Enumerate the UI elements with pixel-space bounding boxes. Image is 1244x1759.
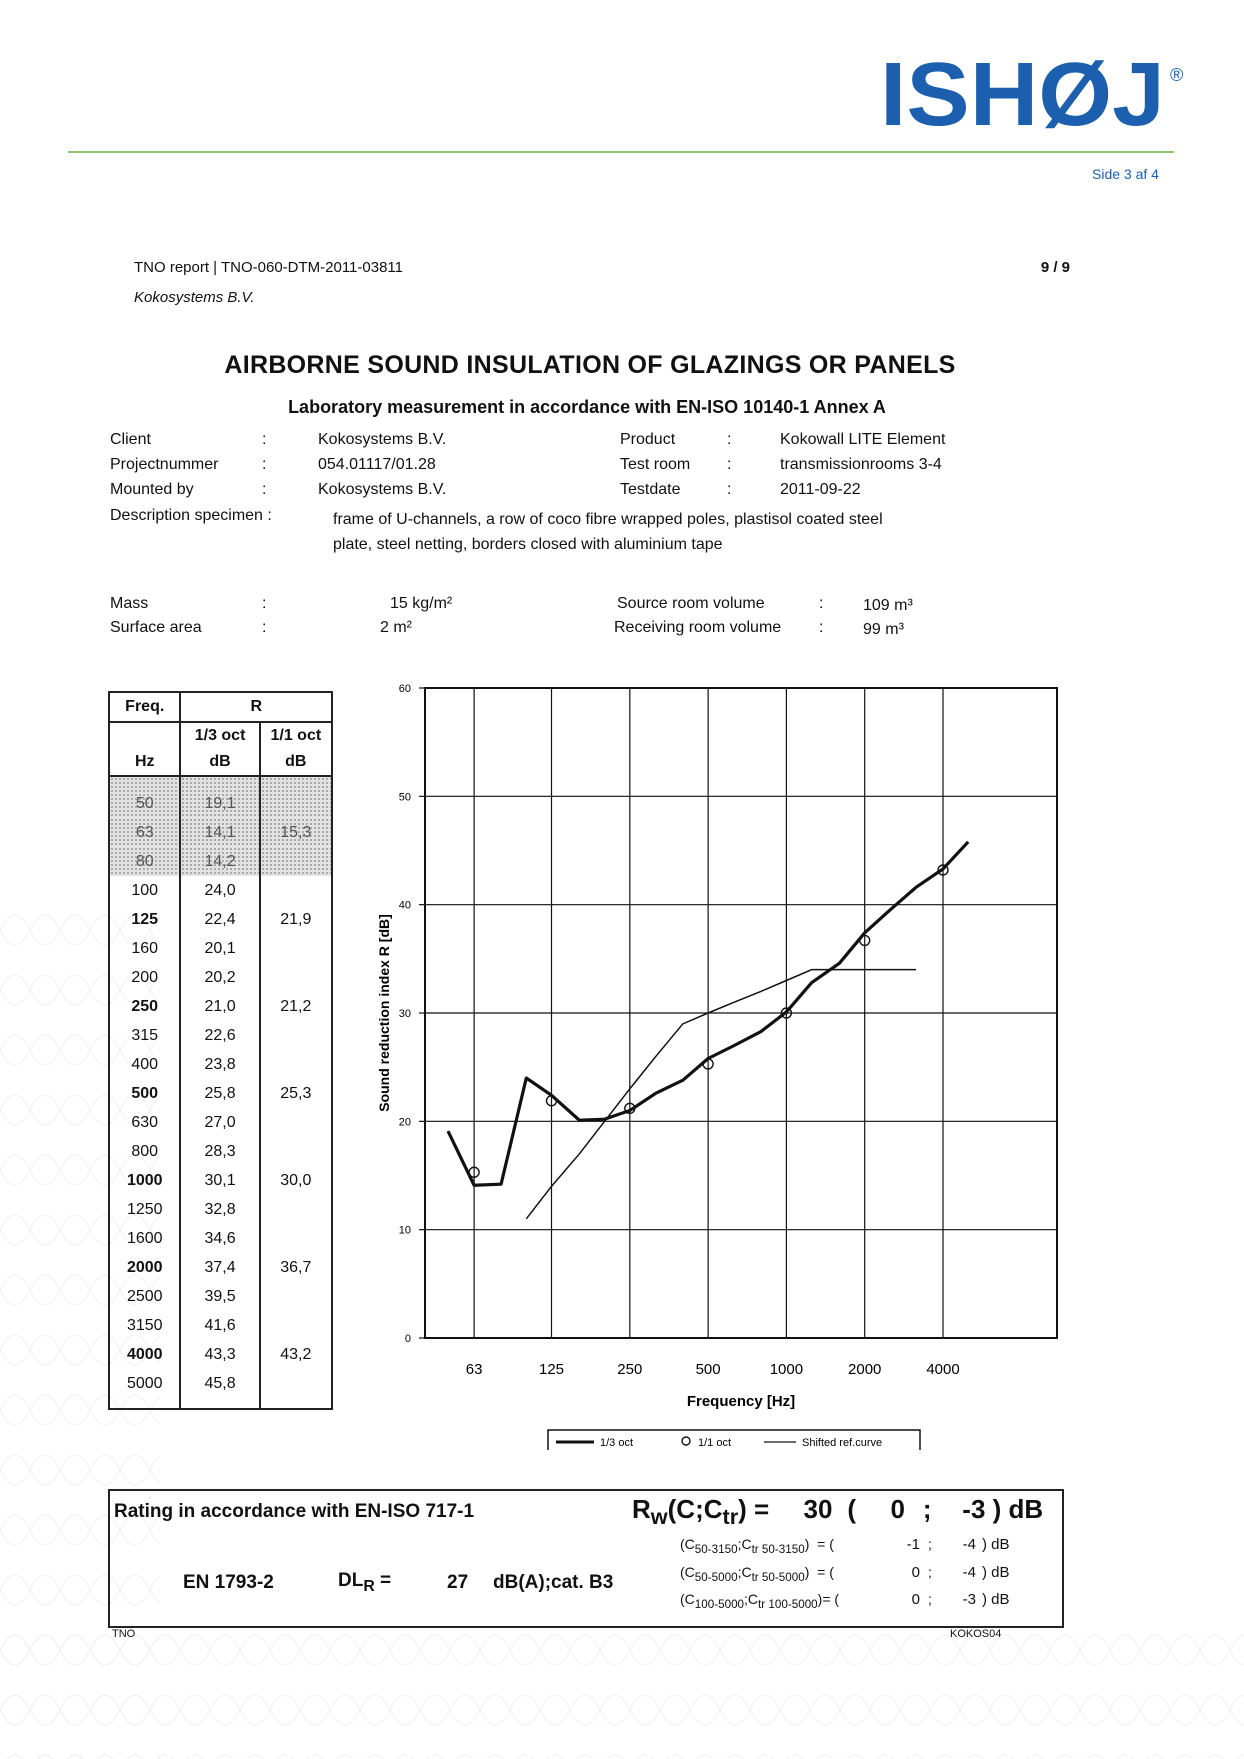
dl-unit-text: dB(A);cat. B3 <box>493 1572 614 1593</box>
testroom-value: transmissionrooms 3-4 <box>780 456 942 473</box>
x-tick-label: 250 <box>617 1361 643 1378</box>
y-tick-label: 0 <box>404 1333 411 1345</box>
colon: : <box>819 619 824 636</box>
oct3-cell: 22,6 <box>180 1021 259 1050</box>
table-row <box>109 905 332 934</box>
freq-cell: 1000 <box>109 1166 180 1195</box>
rating-sub-row <box>680 1536 1010 1556</box>
header-r: R <box>180 692 332 722</box>
colon: : <box>262 431 267 448</box>
y-tick-label: 50 <box>398 791 411 804</box>
oct1-cell <box>260 934 332 963</box>
oct1-cell: 30,0 <box>260 1166 332 1195</box>
logo-text: ISHØJ <box>880 55 1165 130</box>
product-label: Product <box>620 431 676 448</box>
rating-close-paren: ) <box>992 1494 1002 1524</box>
oct3-cell: 41,6 <box>180 1311 259 1340</box>
y-tick-label: 60 <box>398 683 411 695</box>
colon: : <box>262 481 267 498</box>
y-tick-label: 20 <box>398 1116 411 1129</box>
oct3-cell: 30,1 <box>180 1166 259 1195</box>
colon: : <box>819 595 824 612</box>
freq-cell: 5000 <box>109 1369 180 1398</box>
sub-row-c: 0 <box>911 1564 920 1581</box>
oct1-cell: 43,2 <box>260 1340 332 1369</box>
oct3-cell: 20,1 <box>180 934 259 963</box>
freq-cell: 2000 <box>109 1253 180 1282</box>
header-freq: Freq. <box>109 692 180 722</box>
freq-cell: 1250 <box>109 1195 180 1224</box>
freq-cell: 1600 <box>109 1224 180 1253</box>
rating-open-paren: ( <box>847 1494 857 1524</box>
ishoj-logo <box>880 55 1190 130</box>
rating-title: Rating in accordance with EN-ISO 717-1 <box>114 1501 475 1522</box>
freq-cell: 3150 <box>109 1311 180 1340</box>
oct1-cell <box>260 1050 332 1079</box>
description-label: Description specimen : <box>110 507 272 524</box>
oct1-cell <box>260 1369 332 1398</box>
mounted-value: Kokosystems B.V. <box>318 481 447 498</box>
x-tick-label: 4000 <box>926 1361 960 1378</box>
colon: : <box>727 431 732 448</box>
product-value: Kokowall LITE Element <box>780 431 946 448</box>
receiving-volume-value: 99 m³ <box>863 621 904 638</box>
oct1-cell <box>260 1224 332 1253</box>
oct3-cell: 28,3 <box>180 1137 259 1166</box>
oct1-cell <box>260 789 332 818</box>
table-row <box>109 789 332 818</box>
x-axis-label: Frequency [Hz] <box>686 1393 796 1410</box>
testdate-label: Testdate <box>620 481 681 498</box>
oct3-cell: 39,5 <box>180 1282 259 1311</box>
colon: : <box>727 481 732 498</box>
freq-cell: 315 <box>109 1021 180 1050</box>
header-rule <box>68 151 1174 153</box>
sub-row-ctr: -4 <box>962 1536 976 1553</box>
sub-row-separator: ; <box>928 1536 932 1552</box>
oct1-cell: 21,9 <box>260 905 332 934</box>
oct1-cell <box>260 1108 332 1137</box>
colon: : <box>727 456 732 473</box>
legend-label-octave: 1/1 oct <box>698 1437 732 1449</box>
oct3-cell: 37,4 <box>180 1253 259 1282</box>
footer-left: TNO <box>112 1628 136 1640</box>
oct1-cell: 25,3 <box>260 1079 332 1108</box>
source-volume-value: 109 m³ <box>863 597 913 614</box>
freq-cell: 500 <box>109 1079 180 1108</box>
table-row <box>109 1311 332 1340</box>
sub-row-unit: ) dB <box>982 1591 1010 1608</box>
freq-cell: 80 <box>109 847 180 876</box>
description-line-2: plate, steel netting, borders closed with aluminium tape <box>333 536 723 553</box>
sound-reduction-chart <box>360 680 1080 1450</box>
rating-formula <box>632 1494 1043 1530</box>
rating-separator: ; <box>922 1494 932 1524</box>
area-label: Surface area <box>110 619 202 636</box>
table-row <box>109 1108 332 1137</box>
sub-row-ctr: -3 <box>962 1591 976 1608</box>
rating-c-value: 0 <box>890 1494 905 1524</box>
y-tick-label: 30 <box>398 1008 411 1020</box>
header-db-oct1: dB <box>260 749 332 776</box>
testdate-value: 2011-09-22 <box>780 481 861 498</box>
oct3-cell: 43,3 <box>180 1340 259 1369</box>
dl-value: 27 <box>447 1572 469 1593</box>
oct1-cell: 15,3 <box>260 818 332 847</box>
oct3-cell: 25,8 <box>180 1079 259 1108</box>
oct1-cell: 21,2 <box>260 992 332 1021</box>
freq-cell: 63 <box>109 818 180 847</box>
oct3-cell: 45,8 <box>180 1369 259 1398</box>
oct3-cell: 23,8 <box>180 1050 259 1079</box>
oct3-cell: 22,4 <box>180 905 259 934</box>
dl-unit <box>493 1572 613 1594</box>
sub-row-unit: ) dB <box>982 1536 1010 1553</box>
oct1-cell <box>260 1137 332 1166</box>
mass-value: 15 kg/m² <box>390 595 453 612</box>
oct3-cell: 19,1 <box>180 789 259 818</box>
project-label: Projectnummer <box>110 456 219 473</box>
x-tick-label: 125 <box>538 1361 565 1378</box>
header-oct3: 1/3 oct <box>180 722 259 749</box>
x-tick-label: 1000 <box>769 1361 804 1378</box>
oct3-cell: 27,0 <box>180 1108 259 1137</box>
oct1-cell: 36,7 <box>260 1253 332 1282</box>
table-row <box>109 992 332 1021</box>
page-subtitle: Laboratory measurement in accordance with EN-ISO 10140-1 Annex A <box>288 397 886 417</box>
oct1-cell <box>260 876 332 905</box>
table-row <box>109 1079 332 1108</box>
table-row <box>109 1021 332 1050</box>
oct3-cell: 32,8 <box>180 1195 259 1224</box>
sub-row-label: $(C_{50-3150};C_{tr 50-3150})$ = ( <box>680 1536 834 1556</box>
freq-cell: 2500 <box>109 1282 180 1311</box>
table-row <box>109 847 332 876</box>
freq-cell: 250 <box>109 992 180 1021</box>
rating-sub-row <box>680 1564 1010 1584</box>
table-row <box>109 1340 332 1369</box>
oct3-cell: 14,1 <box>180 818 259 847</box>
sub-row-unit: ) dB <box>982 1564 1010 1581</box>
sub-row-separator: ; <box>928 1591 932 1607</box>
sub-row-c: 0 <box>911 1591 920 1608</box>
oct1-cell <box>260 1021 332 1050</box>
sub-row-ctr: -4 <box>962 1564 976 1581</box>
table-row <box>109 818 332 847</box>
oct3-cell: 14,2 <box>180 847 259 876</box>
colon: : <box>262 456 267 473</box>
table-row <box>109 1050 332 1079</box>
header-db-oct3: dB <box>180 749 259 776</box>
registered-mark: ® <box>1170 65 1184 85</box>
sub-row-separator: ; <box>928 1564 932 1580</box>
project-value: 054.01117/01.28 <box>318 456 436 473</box>
receiving-volume-label: Receiving room volume <box>614 619 782 636</box>
frequency-table <box>108 691 333 1410</box>
source-volume-label: Source room volume <box>617 595 765 612</box>
x-tick-label: 63 <box>465 1361 483 1378</box>
freq-cell: 160 <box>109 934 180 963</box>
freq-cell: 4000 <box>109 1340 180 1369</box>
table-row <box>109 1253 332 1282</box>
legend-label-third-octave: 1/3 oct <box>600 1437 634 1449</box>
oct1-cell <box>260 1311 332 1340</box>
rating-unit: dB <box>1008 1494 1044 1524</box>
freq-cell: 100 <box>109 876 180 905</box>
header-oct1: 1/1 oct <box>260 722 332 749</box>
freq-cell: 800 <box>109 1137 180 1166</box>
table-row <box>109 934 332 963</box>
client-label: Client <box>110 431 151 448</box>
table-row <box>109 876 332 905</box>
footer-right: KOKOS04 <box>950 1628 1002 1640</box>
table-row <box>109 1137 332 1166</box>
freq-cell: 200 <box>109 963 180 992</box>
colon: : <box>262 595 267 612</box>
table-row <box>109 963 332 992</box>
oct3-cell: 21,0 <box>180 992 259 1021</box>
freq-cell: 50 <box>109 789 180 818</box>
oct3-cell: 34,6 <box>180 1224 259 1253</box>
legend-label-ref-curve: Shifted ref.curve <box>802 1437 883 1449</box>
oct1-cell <box>260 963 332 992</box>
colon: : <box>262 619 267 636</box>
freq-cell: 125 <box>109 905 180 934</box>
dl-label: $DL_R$ = <box>338 1570 392 1595</box>
header-hz: Hz <box>109 749 180 776</box>
report-company: Kokosystems B.V. <box>134 289 255 306</box>
rating-sub-row <box>680 1591 1010 1611</box>
frequency-table-body <box>109 789 332 1398</box>
oct3-cell: 24,0 <box>180 876 259 905</box>
page-title: AIRBORNE SOUND INSULATION OF GLAZINGS OR PANELS <box>224 351 956 379</box>
report-ref: TNO report | TNO-060-DTM-2011-03811 <box>134 259 403 276</box>
mounted-label: Mounted by <box>110 481 194 498</box>
table-row <box>109 1369 332 1398</box>
y-tick-label: 10 <box>398 1224 411 1237</box>
client-value: Kokosystems B.V. <box>318 431 447 448</box>
freq-cell: 400 <box>109 1050 180 1079</box>
oct1-cell <box>260 847 332 876</box>
en1793-label: EN 1793-2 <box>183 1572 274 1593</box>
page-label: Side 3 af 4 <box>1092 166 1159 182</box>
report-pages: 9 / 9 <box>1040 259 1070 276</box>
rating-ctr-value: -3 <box>962 1494 986 1524</box>
x-tick-label: 2000 <box>848 1361 882 1378</box>
oct1-cell <box>260 1195 332 1224</box>
freq-cell: 630 <box>109 1108 180 1137</box>
table-row <box>109 1195 332 1224</box>
rating-formula-label: $R_w(C;C_{tr})$ = <box>632 1494 770 1530</box>
y-axis-label: Sound reduction index R [dB] <box>376 914 392 1112</box>
table-row <box>109 1224 332 1253</box>
table-row <box>109 1282 332 1311</box>
sub-row-label: $(C_{50-5000};C_{tr 50-5000})$ = ( <box>680 1564 834 1584</box>
sub-row-c: -1 <box>906 1536 920 1553</box>
mass-label: Mass <box>110 595 149 612</box>
oct3-cell: 20,2 <box>180 963 259 992</box>
series-shifted-ref-curve <box>526 970 916 1219</box>
description-line-1: frame of U-channels, a row of coco fibre wrapped poles, plastisol coated steel <box>333 511 883 528</box>
y-tick-label: 40 <box>398 899 411 912</box>
oct1-cell <box>260 1282 332 1311</box>
rating-rw-value: 30 <box>803 1494 833 1524</box>
testroom-label: Test room <box>620 456 691 473</box>
area-value: 2 m² <box>380 619 412 636</box>
x-tick-label: 500 <box>695 1361 721 1378</box>
table-row <box>109 1166 332 1195</box>
sub-row-label: $(C_{100-5000};C_{tr 100-5000})=$ ( <box>680 1591 840 1611</box>
